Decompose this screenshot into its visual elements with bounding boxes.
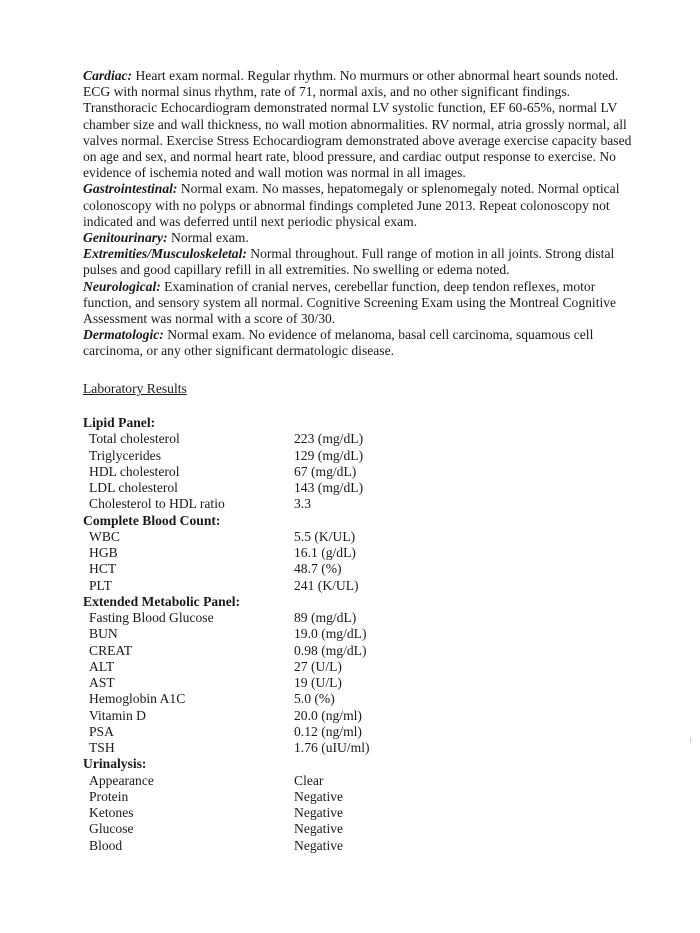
lab-test-name: HCT bbox=[89, 561, 117, 577]
lab-test-name: HGB bbox=[89, 545, 118, 560]
lab-test-name: Protein bbox=[89, 788, 129, 804]
lab-test-name: Hemoglobin A1C bbox=[89, 691, 186, 707]
exam-section-dermatologic bbox=[83, 327, 643, 359]
lab-result-row bbox=[83, 528, 356, 545]
lab-test-name: Glucose bbox=[89, 821, 134, 837]
laboratory-results-title: Laboratory Results bbox=[83, 381, 187, 396]
exam-section-neurological bbox=[83, 279, 643, 328]
section-heading: Gastrointestinal: bbox=[83, 181, 178, 197]
lab-result-row bbox=[83, 788, 344, 805]
scan-mark bbox=[690, 738, 691, 743]
lab-test-value: 1.76 (uIU/ml) bbox=[294, 740, 370, 755]
lab-test-name: BUN bbox=[89, 626, 118, 642]
lab-result-row bbox=[83, 707, 362, 724]
lab-result-row bbox=[83, 772, 324, 789]
lab-test-value: 19.0 (mg/dL) bbox=[294, 626, 367, 642]
lab-result-row bbox=[83, 642, 367, 659]
lab-test-value: Negative bbox=[294, 788, 344, 804]
lab-group-title: Lipid Panel: bbox=[83, 415, 156, 430]
lab-test-value: 89 (mg/dL) bbox=[294, 610, 357, 625]
exam-section-genitourinary bbox=[83, 230, 643, 246]
exam-section-extremities bbox=[83, 246, 643, 278]
lab-result-row bbox=[83, 821, 344, 837]
section-text: Normal exam. No masses, hepatomegaly or splenomegaly noted. Normal optical colonoscopy with no polyps or abnormal findings completed June 2013. Repeat colonoscopy not indicated and was deferred until next periodic physical exam. bbox=[83, 181, 620, 229]
lab-test-value: Negative bbox=[294, 837, 344, 853]
lab-test-value: 143 (mg/dL) bbox=[294, 480, 364, 495]
lab-test-value: 3.3 bbox=[294, 496, 311, 512]
lab-test-name: Blood bbox=[89, 837, 123, 853]
lab-result-row bbox=[83, 691, 335, 707]
lab-test-value: Negative bbox=[294, 821, 344, 837]
lab-test-name: WBC bbox=[89, 528, 120, 544]
lab-test-name: TSH bbox=[89, 740, 115, 755]
lab-test-name: LDL cholesterol bbox=[89, 480, 178, 495]
lab-test-value: 19 (U/L) bbox=[294, 675, 342, 690]
lab-test-value: 129 (mg/dL) bbox=[294, 447, 364, 463]
lab-test-value: 241 (K/UL) bbox=[294, 577, 359, 593]
lab-result-row bbox=[83, 723, 362, 740]
lab-result-row bbox=[83, 577, 359, 594]
lab-test-name: ALT bbox=[89, 658, 115, 674]
section-heading: Extremities/Musculoskeletal: bbox=[83, 246, 247, 262]
lab-test-value: 223 (mg/dL) bbox=[294, 431, 364, 447]
lab-result-row bbox=[83, 805, 344, 821]
lab-test-name: PLT bbox=[89, 577, 112, 593]
lab-test-name: Triglycerides bbox=[89, 447, 161, 463]
section-heading: Cardiac: bbox=[83, 68, 133, 83]
lab-test-value: 67 (mg/dL) bbox=[294, 463, 357, 479]
lab-test-value: 20.0 (ng/ml) bbox=[294, 707, 362, 723]
lab-result-row bbox=[83, 658, 342, 675]
lab-test-value: 5.0 (%) bbox=[294, 691, 335, 707]
lab-result-row bbox=[83, 545, 356, 561]
lab-test-name: Total cholesterol bbox=[89, 431, 180, 447]
lab-result-row bbox=[83, 610, 357, 626]
lab-result-row bbox=[83, 837, 344, 854]
section-text: Normal exam. bbox=[167, 230, 249, 246]
section-heading: Neurological: bbox=[83, 278, 161, 294]
lab-group-title: Extended Metabolic Panel: bbox=[83, 593, 241, 609]
lab-test-value: 0.98 (mg/dL) bbox=[294, 642, 367, 658]
lab-test-name: Cholesterol to HDL ratio bbox=[89, 496, 225, 512]
lab-result-row bbox=[83, 626, 367, 642]
lab-test-name: Fasting Blood Glucose bbox=[89, 610, 214, 625]
lab-test-name: AST bbox=[89, 675, 115, 690]
lab-group-title: Complete Blood Count: bbox=[83, 512, 221, 528]
lab-result-row bbox=[83, 463, 357, 480]
section-text: Normal exam. No evidence of melanoma, basal cell carcinoma, squamous cell carcinoma, or any other significant dermatologic disease. bbox=[83, 327, 594, 359]
physical-exam-findings bbox=[83, 68, 643, 360]
lab-test-name: Appearance bbox=[89, 772, 154, 788]
lab-group-title: Urinalysis: bbox=[83, 756, 147, 772]
lab-result-row bbox=[83, 675, 342, 691]
lab-test-name: HDL cholesterol bbox=[89, 463, 180, 479]
lab-test-value: 27 (U/L) bbox=[294, 658, 342, 674]
lab-result-row bbox=[83, 496, 311, 512]
lab-test-value: Clear bbox=[294, 772, 324, 788]
lab-test-name: CREAT bbox=[89, 642, 133, 658]
lab-test-value: Negative bbox=[294, 805, 344, 820]
section-text: Heart exam normal. Regular rhythm. No murmurs or other abnormal heart sounds noted. ECG with normal sinus rhythm, rate of 71, normal axis, and no other significant findings. Transthoracic Echocardiogram demonstrated normal LV systolic function, EF 60-65%, normal LV chamber size and wall thickness, no wall motion abnormalities. RV normal, atria grossly normal, all valves normal. Exercise Stress Echocardiogram demonstrated above average exercise capacity based on age and sex, and normal heart rate, blood pressure, and cardiac output response to exercise. No evidence of ischemia noted and wall motion was normal in all images. bbox=[83, 68, 632, 181]
lab-result-row bbox=[83, 447, 364, 464]
lab-test-value: 16.1 (g/dL) bbox=[294, 545, 356, 560]
lab-result-row bbox=[83, 431, 364, 447]
lab-test-name: Vitamin D bbox=[89, 707, 146, 723]
lab-result-row bbox=[83, 480, 364, 496]
section-heading: Dermatologic: bbox=[83, 327, 164, 343]
lab-test-value: 5.5 (K/UL) bbox=[294, 528, 356, 544]
laboratory-results-table bbox=[83, 415, 370, 854]
lab-test-value: 48.7 (%) bbox=[294, 561, 342, 577]
section-heading: Genitourinary: bbox=[83, 230, 168, 246]
section-text: Examination of cranial nerves, cerebellar function, deep tendon reflexes, motor function, and sensory system all normal. Cognitive Screening Exam using the Montreal Cognitive Assessment was normal with a score of 30/30. bbox=[83, 278, 617, 327]
lab-result-row bbox=[83, 561, 342, 577]
lab-test-name: Ketones bbox=[89, 805, 134, 820]
exam-section-cardiac bbox=[83, 68, 643, 181]
lab-test-name: PSA bbox=[89, 723, 114, 739]
exam-section-gastrointestinal bbox=[83, 181, 643, 230]
lab-result-row bbox=[83, 740, 370, 756]
lab-test-value: 0.12 (ng/ml) bbox=[294, 723, 362, 739]
section-text: Normal throughout. Full range of motion in all joints. Strong distal pulses and good capillary refill in all extremities. No swelling or edema noted. bbox=[83, 246, 615, 278]
